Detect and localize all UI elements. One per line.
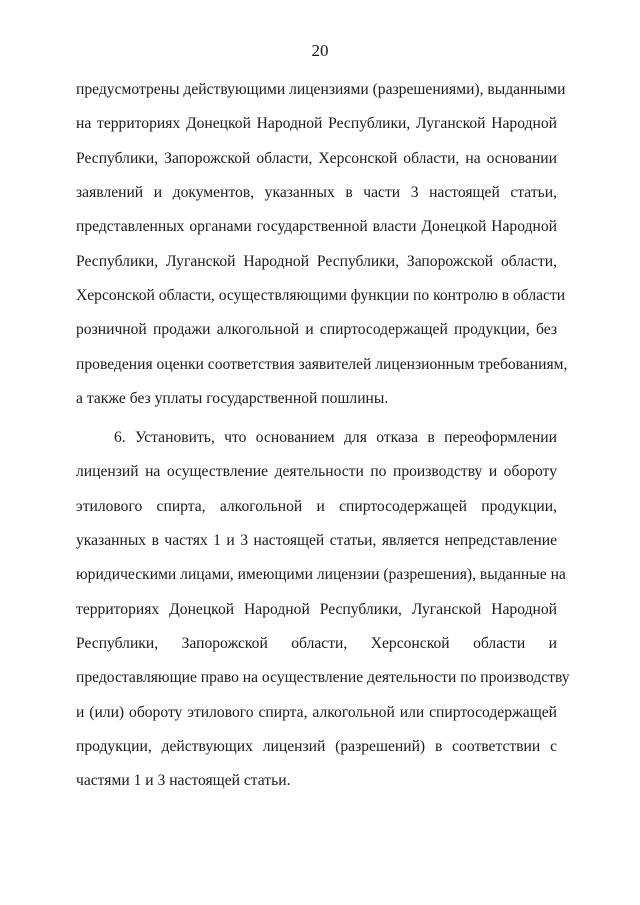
text-line: Республики, Луганской Народной Республики, Запорожской области,: [76, 252, 557, 270]
text-line: предусмотрены действующими лицензиями (разрешениями), выданными: [76, 81, 566, 98]
text-line: розничной продажи алкогольной и спиртосодержащей продукции, без: [76, 321, 557, 339]
text-line: представленных органами государственной власти Донецкой Народной: [76, 218, 557, 236]
text-line: Республики, Запорожской области, Херсонской области, на основании: [76, 149, 557, 167]
text-line: этилового спирта, алкогольной и спиртосодержащей продукции,: [76, 497, 557, 515]
text-line: указанных в частях 1 и 3 настоящей статьи, является непредставление: [76, 532, 557, 550]
text-line: проведения оценки соответствия заявителей лицензионным требованиям,: [76, 355, 568, 373]
text-line: Республики, Запорожской области, Херсонской области и: [76, 635, 557, 653]
paragraph-item-6: [76, 428, 570, 806]
text-line: на территориях Донецкой Народной Республики, Луганской Народной: [76, 115, 557, 133]
paragraph-continuation: [76, 80, 568, 423]
text-line: Херсонской области, осуществляющими функции по контролю в области: [76, 287, 566, 305]
text-line: лицензий на осуществление деятельности по производству и обороту: [76, 463, 557, 481]
text-line: территориях Донецкой Народной Республики, Луганской Народной: [76, 600, 557, 618]
text-line: 6. Установить, что основанием для отказа в переоформлении: [114, 429, 557, 446]
page-number: 20: [311, 41, 329, 60]
text-line: и (или) обороту этилового спирта, алкогольной или спиртосодержащей: [76, 703, 557, 721]
text-line: предоставляющие право на осуществление деятельности по производству: [76, 669, 570, 687]
text-line: а также без уплаты государственной пошлины.: [76, 390, 389, 408]
text-line: продукции, действующих лицензий (разрешений) в соответствии с: [76, 738, 557, 756]
text-line: заявлений и документов, указанных в части 3 настоящей статьи,: [76, 184, 557, 202]
text-line: частями 1 и 3 настоящей статьи.: [76, 772, 291, 790]
text-line: юридическими лицами, имеющими лицензии (разрешения), выданные на: [76, 566, 566, 584]
